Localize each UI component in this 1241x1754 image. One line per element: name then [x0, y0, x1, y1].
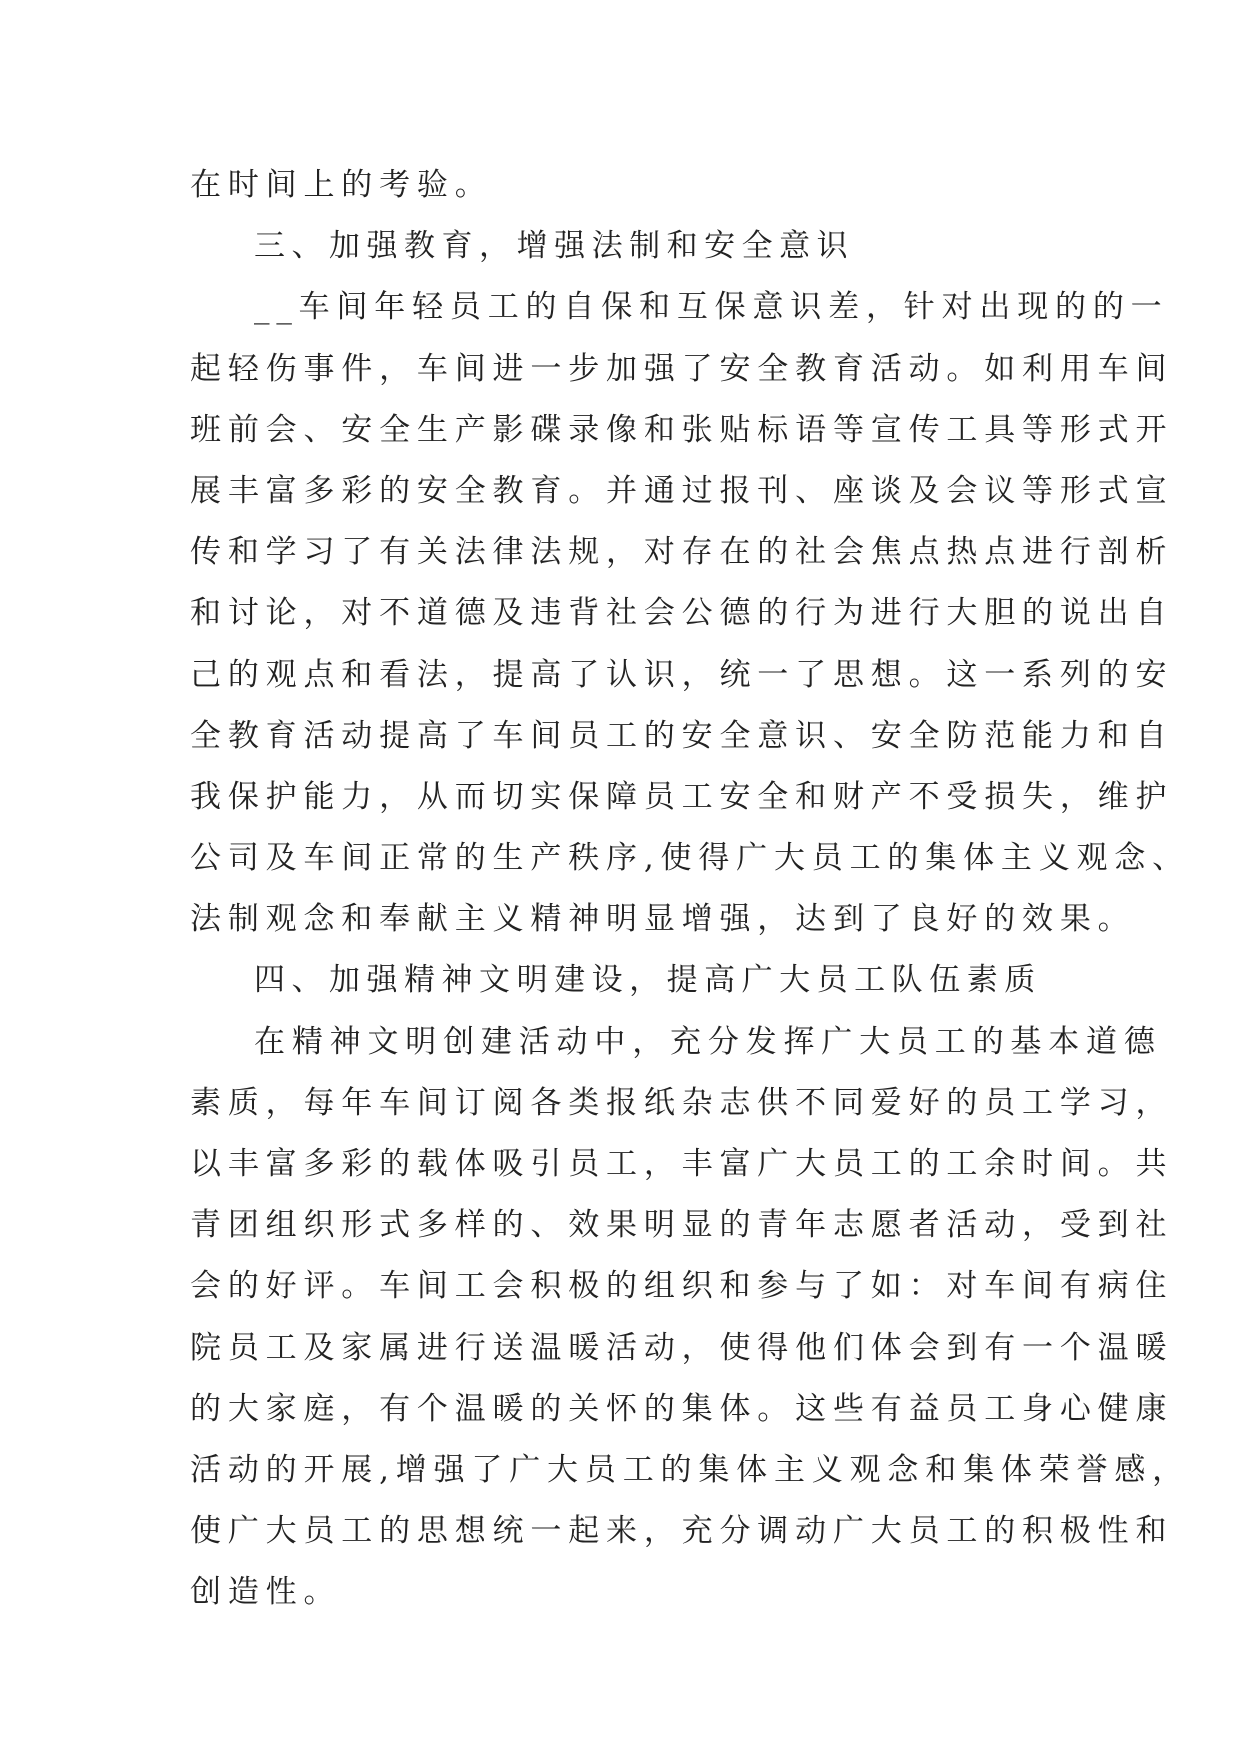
text-line: 起轻伤事件，车间进一步加强了安全教育活动。如利用车间 [190, 350, 1174, 387]
text-line: 和讨论，对不道德及违背社会公德的行为进行大胆的说出自 [190, 595, 1174, 632]
text-line: 全教育活动提高了车间员工的安全意识、安全防范能力和自 [190, 717, 1174, 754]
text-line: 公司及车间正常的生产秩序,使得广大员工的集体主义观念、 [190, 840, 1190, 877]
text-line: 班前会、安全生产影碟录像和张贴标语等宣传工具等形式开 [190, 411, 1174, 448]
text-line: 在时间上的考验。 [190, 167, 493, 203]
text-line: 己的观点和看法，提高了认识，统一了思想。这一系列的安 [190, 656, 1174, 693]
text-line: 使广大员工的思想统一起来，充分调动广大员工的积极性和 [190, 1513, 1174, 1550]
document-page [190, 155, 1190, 1624]
text-line: 院员工及家属进行送温暖活动，使得他们体会到有一个温暖 [190, 1329, 1174, 1366]
section-heading: 四、加强精神文明建设，提高广大员工队伍素质 [254, 962, 1042, 999]
text-line: 会的好评。车间工会积极的组织和参与了如：对车间有病住 [190, 1268, 1174, 1305]
text-line: 活动的开展,增强了广大员工的集体主义观念和集体荣誉感， [190, 1451, 1190, 1488]
text-line: __车间年轻员工的自保和互保意识差，针对出现的的一 [254, 289, 1169, 326]
text-line: 我保护能力，从而切实保障员工安全和财产不受损失，维护 [190, 778, 1174, 815]
text-line: 在精神文明创建活动中，充分发挥广大员工的基本道德 [254, 1023, 1162, 1060]
text-line: 创造性。 [190, 1574, 342, 1611]
text-line: 展丰富多彩的安全教育。并通过报刊、座谈及会议等形式宣 [190, 472, 1174, 509]
text-line: 青团组织形式多样的、效果明显的青年志愿者活动，受到社 [190, 1207, 1174, 1244]
text-line: 传和学习了有关法律法规，对存在的社会焦点热点进行剖析 [190, 534, 1174, 571]
text-line: 素质，每年车间订阅各类报纸杂志供不同爱好的员工学习， [190, 1084, 1174, 1121]
text-line: 法制观念和奉献主义精神明显增强，达到了良好的效果。 [190, 901, 1136, 938]
text-line: 以丰富多彩的载体吸引员工，丰富广大员工的工余时间。共 [190, 1146, 1174, 1182]
section-heading: 三、加强教育，增强法制和安全意识 [254, 228, 855, 265]
text-line: 的大家庭，有个温暖的关怀的集体。这些有益员工身心健康 [190, 1390, 1174, 1427]
